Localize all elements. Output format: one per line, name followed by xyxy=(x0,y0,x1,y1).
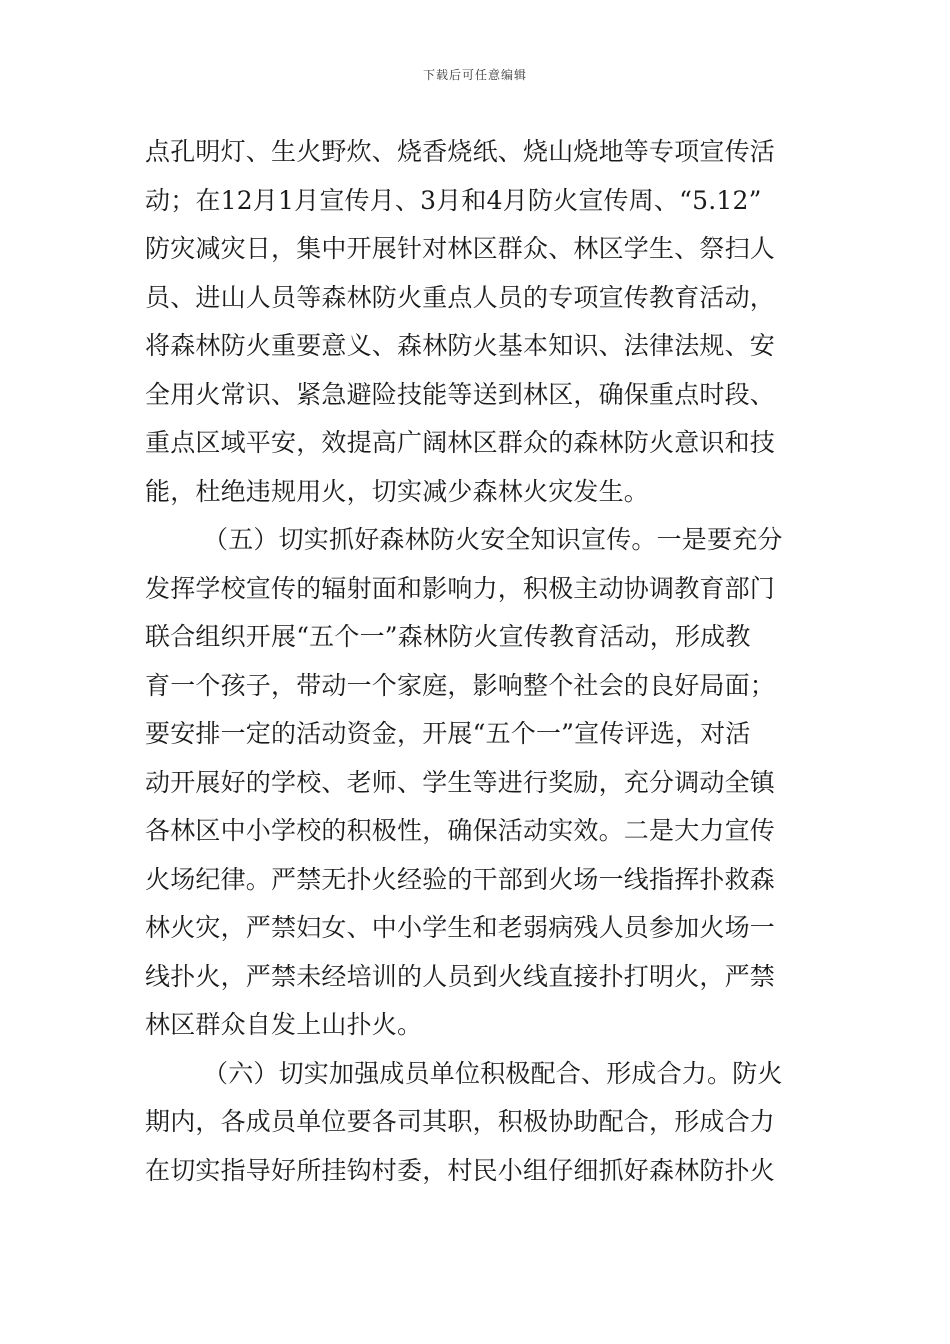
paragraph-heading-6: （六）切实加强成员单位积极配合、形成合力。防火 xyxy=(203,1058,783,1088)
text-line: 能，杜绝违规用火，切实减少森林火灾发生。 xyxy=(145,476,650,506)
text-line: 将森林防火重要意义、森林防火基本知识、法律法规、安 xyxy=(145,331,776,360)
text-line: 防灾减灾日，集中开展针对林区群众、林区学生、祭扫人 xyxy=(145,234,776,263)
text-line: 全用火常识、紧急避险技能等送到林区，确保重点时段、 xyxy=(145,379,776,409)
header-note: 下载后可任意编辑 xyxy=(422,68,527,82)
text-line: 要安排一定的活动资金，开展“五个一”宣传评选，对活 xyxy=(145,719,751,748)
text-line: 员、进山人员等森林防火重点人员的专项宣传教育活动， xyxy=(145,282,776,312)
text-line: 点孔明灯、生火野炊、烧香烧纸、烧山烧地等专项宣传活 xyxy=(145,137,776,166)
text-line: 线扑火，严禁未经培训的人员到火线直接扑打明火，严禁 xyxy=(145,961,776,991)
text-line: 重点区域平安，效提高广阔林区群众的森林防火意识和技 xyxy=(145,428,776,457)
text-line: 林火灾，严禁妇女、中小学生和老弱病残人员参加火场一 xyxy=(145,913,776,942)
text-line: 各林区中小学校的积极性，确保活动实效。二是大力宣传 xyxy=(145,816,776,845)
text-line: 动；在12月1月宣传月、3月和4月防火宣传周、“5.12” xyxy=(145,185,762,215)
text-line: 期内，各成员单位要各司其职，积极协助配合，形成合力 xyxy=(145,1107,776,1136)
document-body xyxy=(145,128,810,1195)
text-line: 动开展好的学校、老师、学生等进行奖励，充分调动全镇 xyxy=(145,767,776,797)
text-line: 林区群众自发上山扑火。 xyxy=(145,1010,423,1039)
text-line: 发挥学校宣传的辐射面和影响力，积极主动协调教育部门 xyxy=(145,573,776,603)
paragraph-heading-5: （五）切实抓好森林防火安全知识宣传。一是要充分 xyxy=(203,525,783,554)
text-line: 火场纪律。严禁无扑火经验的干部到火场一线指挥扑救森 xyxy=(145,864,776,894)
text-line: 在切实指导好所挂钩村委，村民小组仔细抓好森林防扑火 xyxy=(145,1155,776,1185)
text-line: 育一个孩子，带动一个家庭，影响整个社会的良好局面； xyxy=(145,670,776,700)
text-line: 联合组织开展“五个一”森林防火宣传教育活动，形成教 xyxy=(145,622,751,651)
